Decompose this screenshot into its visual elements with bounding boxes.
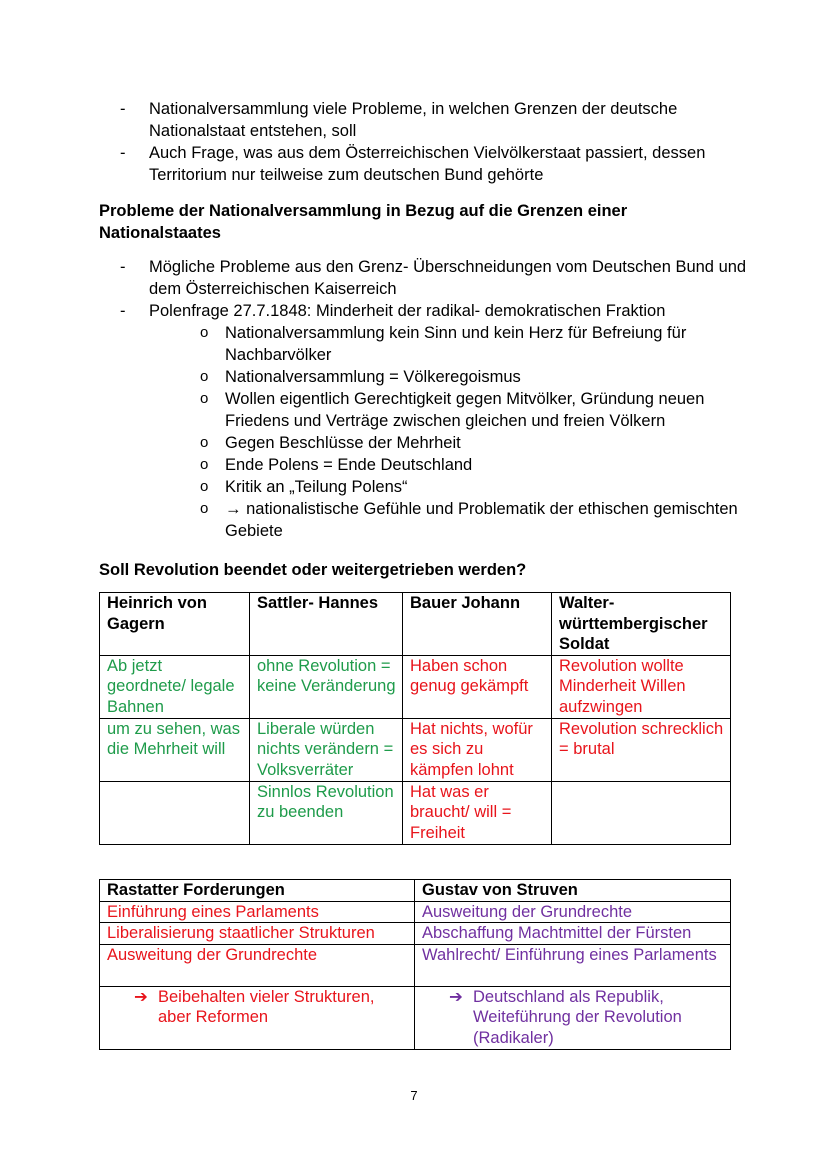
page-number: 7 — [410, 1088, 418, 1103]
table-cell — [100, 781, 250, 844]
list-item — [198, 388, 760, 432]
sub-bullet-text: Ende Polens = Ende Deutschland — [225, 456, 473, 474]
table-cell — [100, 986, 415, 1049]
list-item — [120, 300, 760, 542]
conclusion-right-text: Deutschland als Republik, Weiteführung der Revolution (Radikaler) — [473, 987, 682, 1047]
table-cell: Liberale würden nichts verändern = Volksverräter — [250, 718, 403, 781]
table-header-row — [100, 880, 731, 902]
header-struve: Gustav von Struven — [415, 880, 731, 902]
table-cell: Ausweitung der Grundrechte — [100, 944, 415, 986]
sub-bullet-text: Gegen Beschlüsse der Mehrheit — [225, 434, 461, 452]
arrow-right-icon: ➔ — [449, 987, 463, 1006]
conclusion-left-text: Beibehalten vieler Strukturen, aber Reformen — [158, 987, 375, 1026]
table-header-row — [100, 593, 731, 656]
intro-bullet-list — [120, 98, 760, 186]
list-item — [198, 432, 760, 454]
list-item — [198, 476, 760, 498]
table-row — [100, 655, 731, 718]
table-row — [100, 718, 731, 781]
list-item — [120, 256, 760, 300]
bullet-text: Auch Frage, was aus dem Österreichischen Vielvölkerstaat passiert, dessen Territorium nur teilweise zum deutschen Bund gehörte — [149, 144, 706, 184]
sub-bullet-text: Nationalversammlung = Völkeregoismus — [225, 368, 521, 386]
table-cell: Ab jetzt geordnete/ legale Bahnen — [100, 655, 250, 718]
borders-bullet-list — [120, 256, 760, 542]
table-cell: Revolution wollte Minderheit Willen aufzwingen — [552, 655, 731, 718]
header-sattler: Sattler- Hannes — [250, 593, 403, 656]
table-row — [100, 944, 731, 986]
header-gagern: Heinrich von Gagern — [100, 593, 250, 656]
list-item — [198, 454, 760, 476]
section-heading-borders: Probleme der Nationalversammlung in Bezug auf die Grenzen einer Nationalstaates — [99, 202, 628, 242]
table-cell: ohne Revolution = keine Veränderung — [250, 655, 403, 718]
table-cell: Wahlrecht/ Einführung eines Parlaments — [415, 944, 731, 986]
bullet-text: Polenfrage 27.7.1848: Minderheit der radikal- demokratischen Fraktion — [149, 302, 666, 320]
bullet-text: Mögliche Probleme aus den Grenz- Überschneidungen vom Deutschen Bund und dem Österreichischen Kaiserreich — [149, 258, 747, 298]
table-row — [100, 781, 731, 844]
table-row — [100, 901, 731, 923]
table-cell: Hat nichts, wofür es sich zu kämpfen lohnt — [403, 718, 552, 781]
sub-bullet-text: Nationalversammlung kein Sinn und kein Herz für Befreiung für Nachbarvölker — [225, 324, 687, 364]
list-item — [198, 366, 760, 388]
table-row — [100, 986, 731, 1049]
header-bauer: Bauer Johann — [403, 593, 552, 656]
table-cell: Revolution schrecklich = brutal — [552, 718, 731, 781]
list-item — [198, 498, 760, 542]
list-item — [120, 142, 760, 186]
arrow-right-icon: ➔ — [134, 987, 148, 1006]
header-walter: Walter- württembergischer Soldat — [552, 593, 731, 656]
revolution-opinions-table — [99, 592, 731, 845]
table-cell: Einführung eines Parlaments — [100, 901, 415, 923]
table-cell: Hat was er braucht/ will = Freiheit — [403, 781, 552, 844]
table-cell: Liberalisierung staatlicher Strukturen — [100, 923, 415, 945]
sub-bullet-text: nationalistische Gefühle und Problematik der ethischen gemischten Gebiete — [225, 500, 738, 540]
list-item — [120, 98, 760, 142]
bullet-text: Nationalversammlung viele Probleme, in welchen Grenzen der deutsche Nationalstaat entstehen, soll — [149, 100, 678, 140]
sub-bullet-text: Wollen eigentlich Gerechtigkeit gegen Mitvölker, Gründung neuen Friedens und Verträge zwischen gleichen und freien Völkern — [225, 390, 705, 430]
demands-comparison-table — [99, 879, 731, 1050]
arrow-right-icon: → — [225, 500, 242, 518]
table-cell: Abschaffung Machtmittel der Fürsten — [415, 923, 731, 945]
section-heading-revolution: Soll Revolution beendet oder weitergetrieben werden? — [99, 561, 527, 579]
table-cell: um zu sehen, was die Mehrheit will — [100, 718, 250, 781]
table-cell — [552, 781, 731, 844]
table-row — [100, 923, 731, 945]
table-cell: Ausweitung der Grundrechte — [415, 901, 731, 923]
list-item — [198, 322, 760, 366]
table-cell — [415, 986, 731, 1049]
header-rastatt: Rastatter Forderungen — [100, 880, 415, 902]
table-cell: Haben schon genug gekämpft — [403, 655, 552, 718]
table-cell: Sinnlos Revolution zu beenden — [250, 781, 403, 844]
polenfrage-sub-list — [149, 322, 760, 542]
sub-bullet-text: Kritik an „Teilung Polens“ — [225, 478, 408, 496]
